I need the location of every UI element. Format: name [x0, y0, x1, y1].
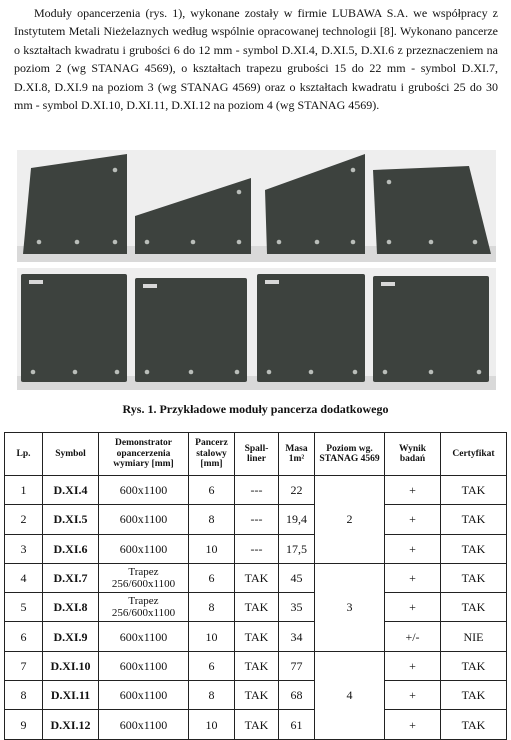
cell-result: +	[385, 593, 441, 622]
cell-steel: 8	[189, 593, 235, 622]
plates-trapezoid-illustration	[17, 150, 496, 262]
cell-mass: 61	[279, 710, 315, 739]
header-result: Wynik badań	[385, 433, 441, 476]
header-level: Poziom wg. STANAG 4569	[315, 433, 385, 476]
cell-steel: 6	[189, 651, 235, 680]
cell-cert: TAK	[441, 651, 507, 680]
cell-symbol: D.XI.8	[43, 593, 99, 622]
cell-spall: ---	[235, 476, 279, 505]
cell-lp: 9	[5, 710, 43, 739]
cell-cert: NIE	[441, 622, 507, 651]
cell-symbol: D.XI.6	[43, 534, 99, 563]
cell-steel: 10	[189, 710, 235, 739]
header-spall-liner: Spall-liner	[235, 433, 279, 476]
plates-square-illustration	[17, 268, 496, 390]
header-demonstrator: Demonstrator opancerzenia wymiary [mm]	[99, 433, 189, 476]
cell-lp: 6	[5, 622, 43, 651]
table-row	[5, 651, 507, 680]
header-symbol: Symbol	[43, 433, 99, 476]
cell-symbol: D.XI.9	[43, 622, 99, 651]
cell-cert: TAK	[441, 593, 507, 622]
header-certificate: Certyfikat	[441, 433, 507, 476]
cell-symbol: D.XI.4	[43, 476, 99, 505]
cell-result: +	[385, 710, 441, 739]
cell-demo: 600x1100	[99, 651, 189, 680]
cell-result: +	[385, 681, 441, 710]
cell-spall: ---	[235, 534, 279, 563]
table-row	[5, 622, 507, 651]
cell-mass: 35	[279, 593, 315, 622]
header-lp: Lp.	[5, 433, 43, 476]
cell-cert: TAK	[441, 710, 507, 739]
cell-symbol: D.XI.10	[43, 651, 99, 680]
header-steel: Pancerz stalowy [mm]	[189, 433, 235, 476]
cell-result: +	[385, 505, 441, 534]
table-row	[5, 534, 507, 563]
cell-demo: Trapez 256/600x1100	[99, 593, 189, 622]
cell-steel: 10	[189, 622, 235, 651]
cell-level: 4	[315, 651, 385, 739]
table-row	[5, 505, 507, 534]
cell-spall: TAK	[235, 593, 279, 622]
cell-demo: Trapez 256/600x1100	[99, 563, 189, 592]
armor-plates-photo-bottom	[17, 268, 496, 390]
cell-symbol: D.XI.12	[43, 710, 99, 739]
cell-mass: 19,4	[279, 505, 315, 534]
cell-result: +	[385, 651, 441, 680]
cell-mass: 34	[279, 622, 315, 651]
cell-spall: TAK	[235, 651, 279, 680]
cell-lp: 1	[5, 476, 43, 505]
cell-demo: 600x1100	[99, 681, 189, 710]
table-row	[5, 681, 507, 710]
cell-level: 2	[315, 476, 385, 564]
cell-cert: TAK	[441, 476, 507, 505]
cell-lp: 3	[5, 534, 43, 563]
cell-spall: TAK	[235, 681, 279, 710]
cell-cert: TAK	[441, 534, 507, 563]
cell-symbol: D.XI.5	[43, 505, 99, 534]
table-header-row	[5, 433, 507, 476]
cell-cert: TAK	[441, 505, 507, 534]
cell-mass: 22	[279, 476, 315, 505]
cell-lp: 4	[5, 563, 43, 592]
table-row	[5, 710, 507, 739]
cell-result: +	[385, 476, 441, 505]
cell-steel: 8	[189, 505, 235, 534]
cell-lp: 8	[5, 681, 43, 710]
cell-steel: 6	[189, 563, 235, 592]
cell-result: +	[385, 534, 441, 563]
cell-mass: 77	[279, 651, 315, 680]
cell-lp: 2	[5, 505, 43, 534]
cell-mass: 68	[279, 681, 315, 710]
cell-symbol: D.XI.7	[43, 563, 99, 592]
cell-demo: 600x1100	[99, 476, 189, 505]
cell-result: +/-	[385, 622, 441, 651]
table-row	[5, 563, 507, 592]
cell-demo: 600x1100	[99, 622, 189, 651]
cell-lp: 5	[5, 593, 43, 622]
cell-result: +	[385, 563, 441, 592]
cell-mass: 17,5	[279, 534, 315, 563]
cell-steel: 10	[189, 534, 235, 563]
cell-demo: 600x1100	[99, 534, 189, 563]
cell-steel: 6	[189, 476, 235, 505]
figure-caption: Rys. 1. Przykładowe moduły pancerza dodatkowego	[122, 402, 389, 416]
cell-symbol: D.XI.11	[43, 681, 99, 710]
cell-spall: TAK	[235, 622, 279, 651]
cell-cert: TAK	[441, 681, 507, 710]
cell-steel: 8	[189, 681, 235, 710]
armor-modules-table	[4, 432, 507, 740]
armor-plates-photo-top	[17, 150, 496, 262]
cell-mass: 45	[279, 563, 315, 592]
table-row	[5, 593, 507, 622]
cell-spall: ---	[235, 505, 279, 534]
cell-demo: 600x1100	[99, 505, 189, 534]
cell-spall: TAK	[235, 563, 279, 592]
cell-lp: 7	[5, 651, 43, 680]
cell-spall: TAK	[235, 710, 279, 739]
cell-demo: 600x1100	[99, 710, 189, 739]
cell-cert: TAK	[441, 563, 507, 592]
cell-level: 3	[315, 563, 385, 651]
table-row	[5, 476, 507, 505]
header-mass: Masa 1m²	[279, 433, 315, 476]
body-paragraph: Moduły opancerzenia (rys. 1), wykonane zostały w firmie LUBAWA S.A. we współpracy z Instytutem Metali Nieżelaznych według wspólnie opracowanej technologii [8]. Wykonano pancerze o kształtach kwadratu i grubości 6 do 12 mm - symbol D.XI.4, D.XI.5, D.XI.6 z przeznaczeniem na poziom 2 (wg STANAG 4569), o kształtach trapezu grubości 15 do 22 mm - symbol D.XI.7, D.XI.8, D.XI.9 na poziom 3 (wg STANAG 4569) oraz o kształtach kwadratu i grubości 25 do 30 mm - symbol D.XI.10, D.XI.11, D.XI.12 na poziom 4 (wg STANAG 4569).	[14, 6, 498, 113]
